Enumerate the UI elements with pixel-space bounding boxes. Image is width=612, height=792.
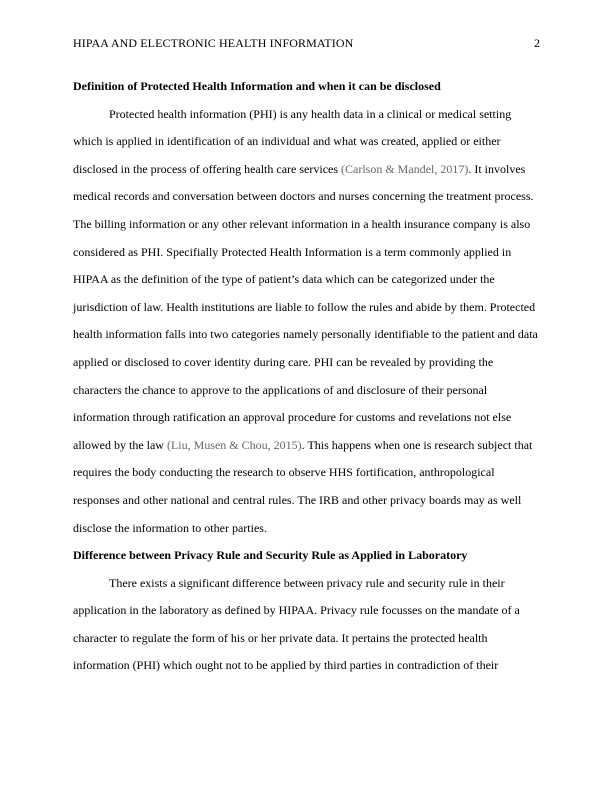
citation-liu-musen-chou: (Liu, Musen & Chou, 2015) — [166, 437, 302, 452]
paragraph-line: medical records and conversation between doctors and nurses concerning the treatment process. — [73, 189, 534, 204]
running-head-title: HIPAA AND ELECTRONIC HEALTH INFORMATION — [73, 36, 354, 50]
running-head — [73, 35, 540, 51]
paragraph-line: disclose the information to other parties. — [73, 520, 267, 535]
paragraph-line: jurisdiction of law. Health institutions are liable to follow the rules and abide by them. Protected — [73, 299, 536, 314]
paragraph-line: information through ratification an approval procedure for customs and revelations not else — [73, 410, 512, 425]
paragraph-line: applied or disclosed to cover identity during care. PHI can be revealed by providing the — [73, 354, 494, 369]
paragraph-line: which is applied in identification of an individual and what was created, applied or either — [73, 134, 501, 149]
paragraph-line: HIPAA as the definition of the type of patient’s data which can be categorized under the — [73, 272, 495, 287]
paragraph-line: The billing information or any other relevant information in a health insurance company is also — [73, 216, 531, 231]
line-text: . It involves — [468, 161, 526, 176]
paragraph-line: Protected health information (PHI) is any health data in a clinical or medical setting — [109, 106, 512, 121]
paragraph-line: considered as PHI. Specifially Protected Health Information is a term commonly applied in — [73, 244, 512, 259]
paragraph-line: information (PHI) which ought not to be applied by third parties in contradiction of their — [73, 658, 499, 673]
section-heading-privacy-security: Difference between Privacy Rule and Security Rule as Applied in Laboratory — [73, 548, 468, 563]
line-text: . This happens when one is research subject that — [301, 437, 533, 452]
paragraph-line: application in the laboratory as defined by HIPAA. Privacy rule focusses on the mandate of a — [73, 603, 520, 618]
page-number: 2 — [534, 36, 540, 50]
paragraph-line — [73, 156, 541, 184]
line-text: disclosed in the process of offering health care services — [73, 161, 339, 176]
paragraph-phi — [73, 101, 541, 543]
paragraph-line: health information falls into two categories namely personally identifiable to the patient and data — [73, 327, 538, 342]
paragraph-line: requires the body conducting the research to observe HHS fortification, anthropological — [73, 465, 495, 480]
paragraph-line — [73, 432, 541, 460]
citation-carlson-mandel: (Carlson & Mandel, 2017) — [341, 161, 469, 176]
line-text: allowed by the law — [73, 437, 164, 452]
paragraph-line: character to regulate the form of his or her private data. It pertains the protected health — [73, 630, 488, 645]
paragraph-privacy-security — [73, 570, 541, 680]
paragraph-line: characters the chance to approve to the applications of and disclosure of their personal — [73, 382, 488, 397]
document-body — [73, 73, 541, 680]
paragraph-line: responses and other national and central rules. The IRB and other privacy boards may as well — [73, 492, 522, 507]
paragraph-line: There exists a significant difference between privacy rule and security rule in their — [109, 575, 505, 590]
section-heading-phi: Definition of Protected Health Information and when it can be disclosed — [73, 79, 441, 93]
